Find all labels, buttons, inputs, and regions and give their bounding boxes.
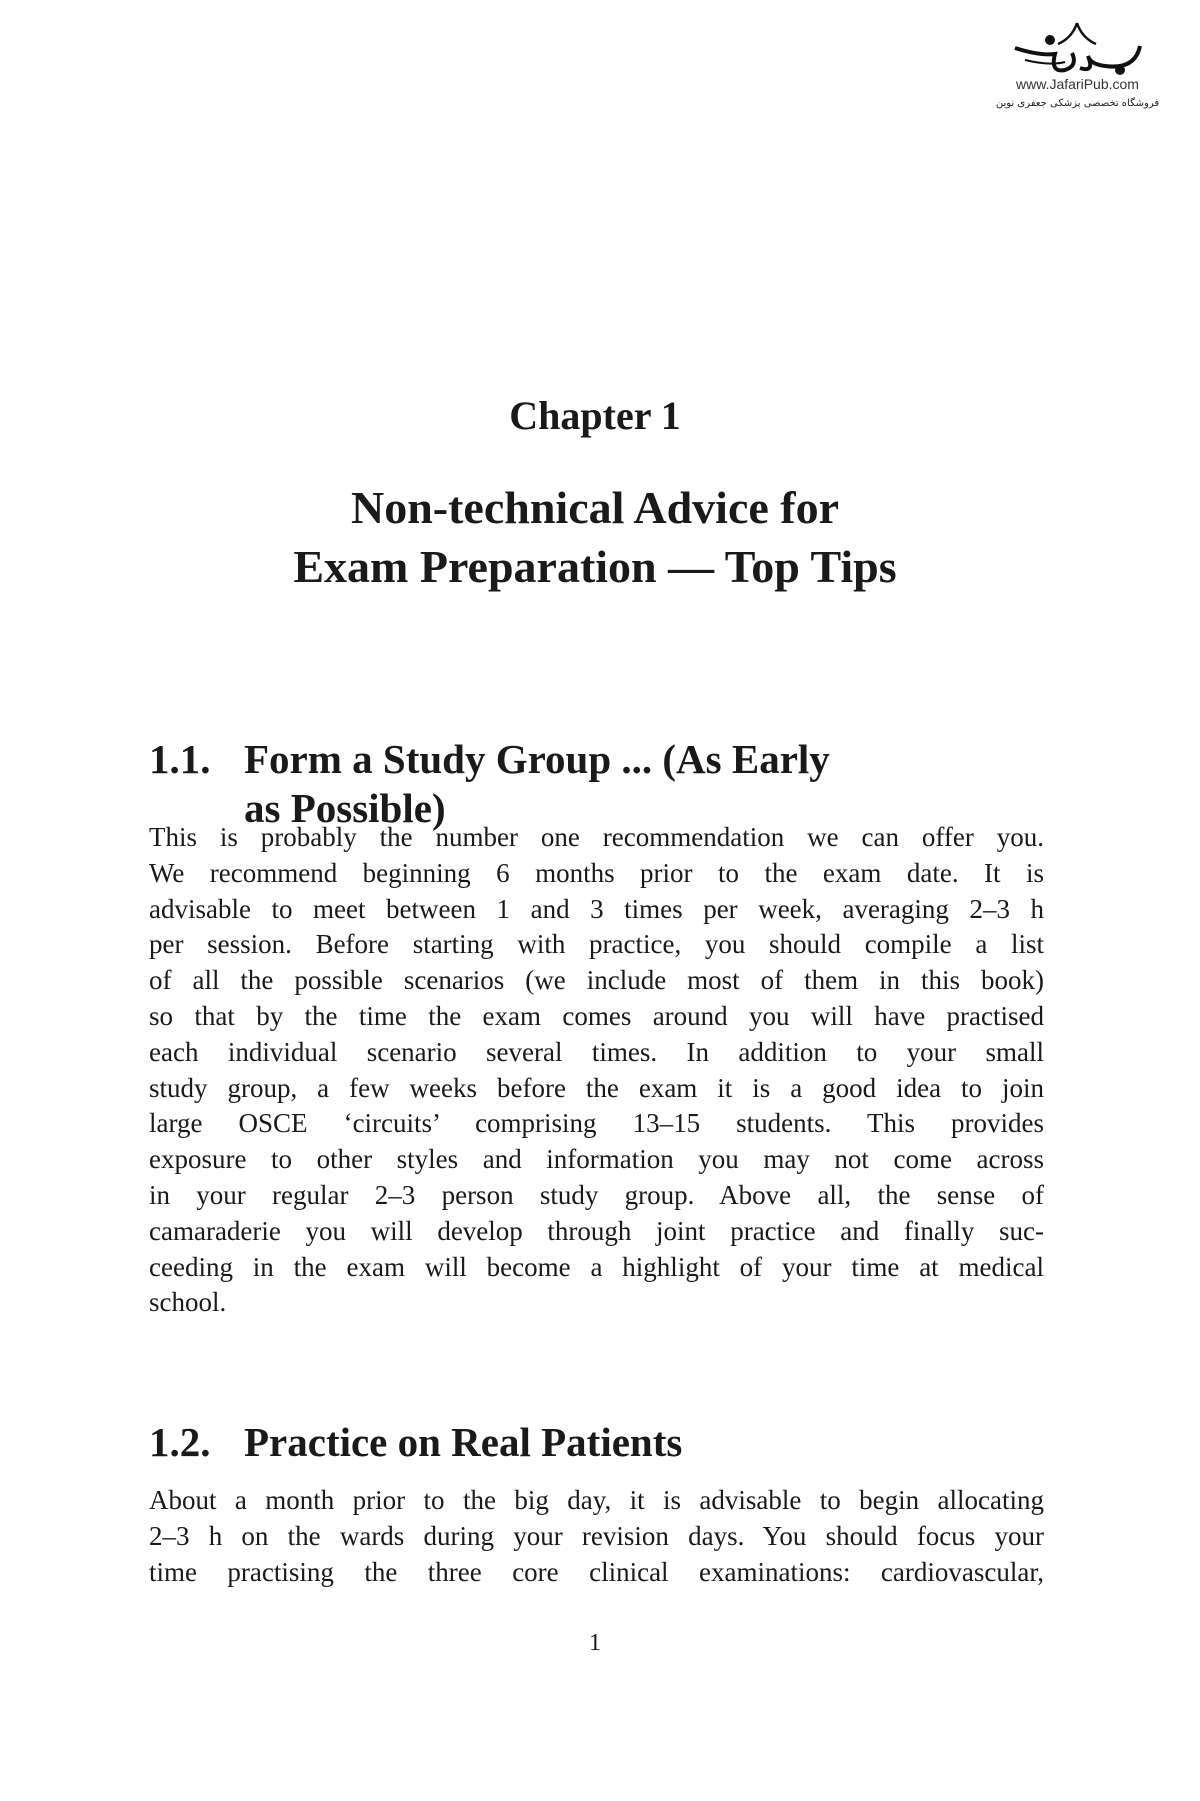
text-line: 2–3 h on the wards during your revision days. You should focus your xyxy=(149,1520,1044,1551)
text-line: school. xyxy=(149,1287,227,1318)
section-title-line: Form a Study Group ... (As Early xyxy=(244,736,830,782)
text-line: About a month prior to the big day, it is advisable to begin allocating xyxy=(149,1485,1044,1515)
text-line: so that by the time the exam comes around you will have practised xyxy=(149,1000,1044,1031)
section-number: 1.2. xyxy=(149,1419,211,1465)
section-heading xyxy=(149,1418,682,1467)
text-line: study group, a few weeks before the exam it is a good idea to join xyxy=(149,1072,1044,1103)
text-line: per session. Before starting with practice, you should compile a list xyxy=(149,929,1044,960)
text-line: time practising the three core clinical examinations: cardiovascular, xyxy=(149,1556,1044,1587)
section-paragraph xyxy=(149,820,1044,1321)
chapter-title-line: Non-technical Advice for xyxy=(350,482,840,533)
section-heading xyxy=(149,735,830,833)
text-line: advisable to meet between 1 and 3 times per week, averaging 2–3 h xyxy=(149,893,1044,924)
publisher-logo xyxy=(990,18,1165,109)
text-line: of all the possible scenarios (we include most of them in this book) xyxy=(149,965,1044,996)
text-line: We recommend beginning 6 months prior to the exam date. It is xyxy=(149,857,1044,888)
section-number: 1.1. xyxy=(149,736,211,782)
text-line: in your regular 2–3 person study group. Above all, the sense of xyxy=(149,1179,1044,1210)
text-line: each individual scenario several times. In addition to your small xyxy=(149,1036,1044,1067)
text-line: large OSCE ‘circuits’ comprising 13–15 students. This provides xyxy=(149,1108,1044,1139)
text-line: exposure to other styles and information you may not come across xyxy=(149,1144,1044,1175)
text-line: This is probably the number one recommendation we can offer you. xyxy=(149,822,1044,852)
chapter-label: Chapter 1 xyxy=(509,393,681,438)
text-line: camaraderie you will develop through joint practice and finally suc- xyxy=(149,1215,1044,1246)
page-number: 1 xyxy=(589,1630,601,1656)
logo-tagline: فروشگاه تخصصی پزشکی جعفری نوین xyxy=(995,98,1160,109)
section-title-line: as Possible) xyxy=(244,785,446,831)
logo-url: www.JafariPub.com xyxy=(1016,76,1139,92)
text-line: ceeding in the exam will become a highlight of your time at medical xyxy=(149,1251,1044,1282)
jafari-logo-icon xyxy=(1010,18,1145,78)
section-title-line: Practice on Real Patients xyxy=(244,1419,683,1465)
chapter-title-line: Exam Preparation — Top Tips xyxy=(293,541,897,592)
chapter-title xyxy=(0,478,1190,596)
section-paragraph xyxy=(149,1483,1044,1590)
